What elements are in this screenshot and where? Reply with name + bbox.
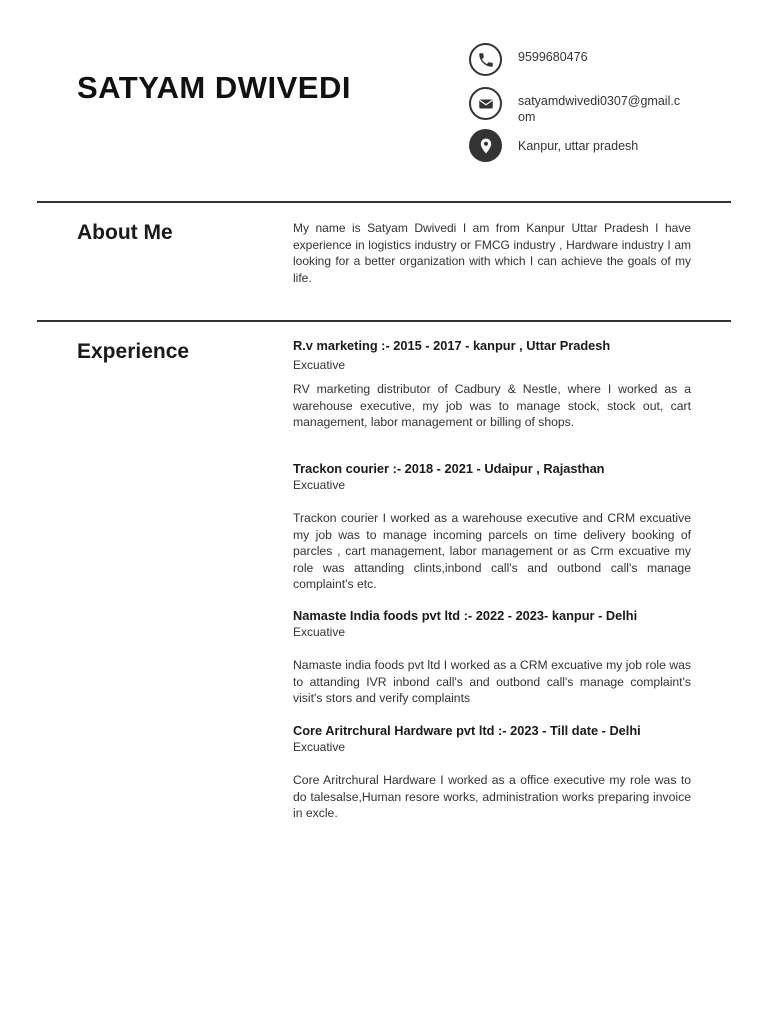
job-role: Excuative bbox=[293, 625, 346, 639]
job-title: Namaste India foods pvt ltd :- 2022 - 2023- kanpur - Delhi bbox=[293, 608, 638, 623]
job-title: R.v marketing :- 2015 - 2017 - kanpur , Uttar Pradesh bbox=[293, 338, 611, 353]
candidate-name: SATYAM DWIVEDI bbox=[77, 70, 351, 105]
contact-phone bbox=[469, 43, 683, 76]
job-entry bbox=[293, 722, 691, 822]
job-role: Excuative bbox=[293, 358, 346, 372]
job-entry bbox=[293, 460, 691, 593]
phone-icon bbox=[469, 43, 502, 76]
header-divider bbox=[37, 201, 731, 203]
email-address: satyamdwivedi0307@gmail.com bbox=[518, 94, 681, 124]
about-heading: About Me bbox=[77, 221, 173, 244]
job-role: Excuative bbox=[293, 740, 346, 754]
contact-email bbox=[469, 87, 683, 125]
job-description: Namaste india foods pvt ltd I worked as a CRM excuative my job role was to attanding IVR inbond call's and outbond call's manage complaint's visit's stors and verify complaints bbox=[293, 658, 691, 705]
experience-heading: Experience bbox=[77, 340, 190, 363]
about-divider bbox=[37, 320, 731, 322]
job-role: Excuative bbox=[293, 478, 346, 492]
about-text: My name is Satyam Dwivedi I am from Kanpur Uttar Pradesh I have experience in logistics industry or FMCG industry , Hardware industry I am looking for a better organization with which I can achieve the goals of my life. bbox=[293, 221, 691, 285]
location-text: Kanpur, uttar pradesh bbox=[518, 139, 639, 153]
job-description: Trackon courier I worked as a warehouse executive and CRM excuative my job was to manage incoming parcels on time delivery booking of parcles , cart management, labor management or as Crm excuative my role was attanding clints,inbond call's and outbond call's manage complaint's etc. bbox=[293, 511, 691, 591]
job-title: Core Aritrchural Hardware pvt ltd :- 2023 - Till date - Delhi bbox=[293, 723, 641, 738]
job-title: Trackon courier :- 2018 - 2021 - Udaipur , Rajasthan bbox=[293, 461, 605, 476]
job-description: RV marketing distributor of Cadbury & Nestle, where I worked as a warehouse executive, my job was to manage stock, stock out, cart management, labor management or billing of shops. bbox=[293, 382, 691, 429]
job-entry bbox=[293, 607, 691, 707]
phone-number: 9599680476 bbox=[518, 50, 588, 64]
location-pin-icon bbox=[469, 129, 502, 162]
mail-icon bbox=[469, 87, 502, 120]
job-description: Core Aritrchural Hardware I worked as a office executive my role was to do talesalse,Human resore works, administration works preparing invoice in excle. bbox=[293, 773, 691, 820]
job-entry bbox=[293, 337, 691, 431]
contact-location bbox=[469, 129, 683, 162]
